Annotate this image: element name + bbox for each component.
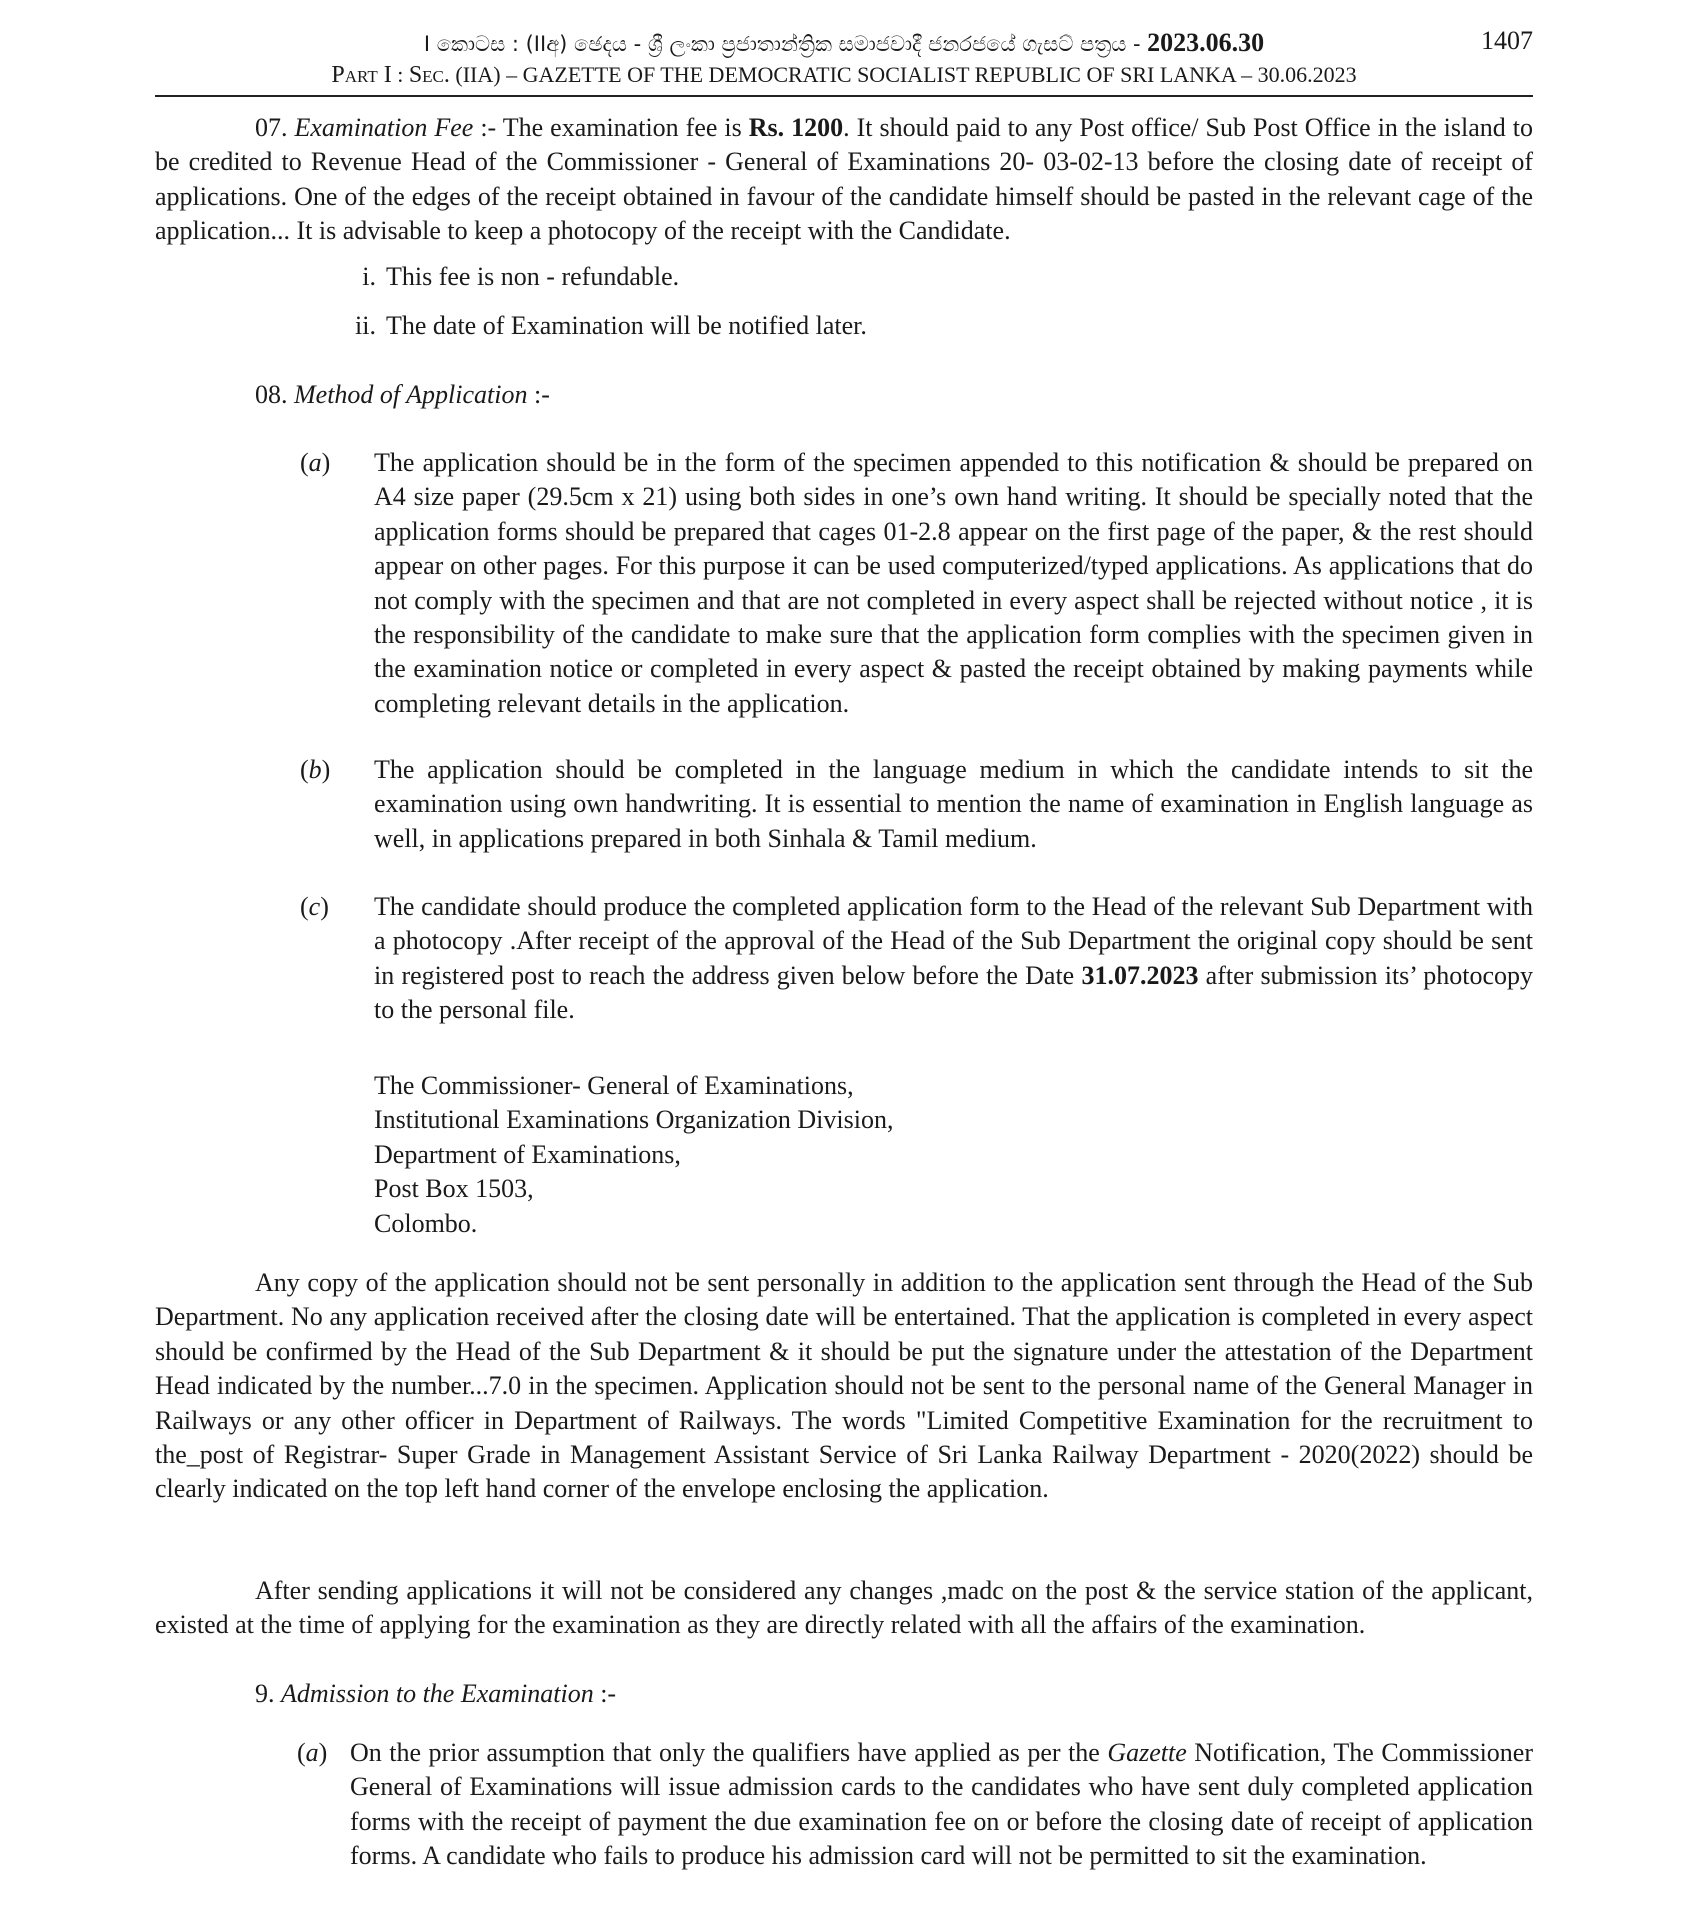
list-item (338, 260, 679, 294)
item-c-text-before: The candidate should produce the completed application form to the Head of the relevant Sub Department with a photocopy .After receipt of the approval of the Head of the Sub Department the original copy should be sent in registered post to reach the address given below before the Date (374, 892, 1533, 990)
section-09-number: 9. (255, 1679, 275, 1708)
sec09-item-a-gazette: Gazette (1107, 1738, 1187, 1767)
sec09-item-a-letter: a (305, 1738, 319, 1767)
header-sinhala-line (155, 26, 1533, 61)
header-part-label: Part I (331, 62, 392, 88)
sec09-item-a-label: (a) (297, 1738, 328, 1767)
address-line: Institutional Examinations Organization Division, (374, 1105, 894, 1135)
application-copy-paragraph: Any copy of the application should not be sent personally in addition to the application sent through the Head of the Sub Department. No any application received after the closing date will be entertained. That the application is completed in every aspect should be confirmed by the Head of the Sub Department & it should be put the signature under the attestation of the Department Head indicated by the number...7.0 in the specimen. Application should not be sent to the personal name of the General Manager in Railways or any other officer in Department of Railways. The words "Limited Competitive Examination for the recruitment to the_post of Registrar- Super Grade in Management Assistant Service of Sri Lanka Railway Department - 2020(2022) should be clearly indicated on the top left hand corner of the envelope enclosing the application. (155, 1268, 1533, 1504)
item-b-label: (b) (300, 755, 331, 784)
section-07-title: Examination Fee (294, 113, 474, 142)
item-a-text: The application should be in the form of the specimen appended to this notification & should be prepared on A4 size paper (29.5cm x 21) using both sides in one’s own hand writing. It should be specially noted that the application forms should be prepared that cages 01-2.8 appear on the first page of the paper, & the rest should appear on other pages. For this purpose it can be used computerized/typed applications. As applications that do not comply with the specimen and that are not completed in every aspect shall be rejected without notice , it is the responsibility of the candidate to make sure that the application form complies with the specimen given in the examination notice or completed in every aspect & pasted the receipt obtained by making payments while completing relevant details in the application. (374, 448, 1533, 718)
address-line: Post Box 1503, (374, 1174, 534, 1204)
section-07-lead: :- The examination fee is (480, 113, 742, 142)
header-sinhala-date: 2023.06.30 (1147, 28, 1265, 57)
list-item-text: This fee is non - refundable. (386, 262, 680, 291)
header-sinhala-text: I කොටස : (IIඅ) ඡෙදය - ශ්‍රී ලංකා ප්‍රජාතාන්ත්‍රික සමාජවාදී ජනරජයේ ගැසට් පත්‍රය - (423, 32, 1141, 56)
header-english-line (155, 61, 1533, 89)
address-line: Colombo. (374, 1208, 478, 1238)
section-07-fee: Rs. 1200 (748, 113, 844, 142)
section-07-body: . It should paid to any Post office/ Sub Post Office in the island to be credited to Revenue Head of the Commissioner - General of Examinations 20- 03-02-13 before the closing date of receipt of applications. One of the edges of the receipt obtained in favour of the candidate himself should be pasted in the relevant cage of the application... It is advisable to keep a photocopy of the receipt with the Candidate. (155, 113, 1533, 246)
section-08-suffix: :- (534, 380, 550, 409)
header-english-rest: (IIA) – GAZETTE OF THE DEMOCRATIC SOCIALIST REPUBLIC OF SRI LANKA – 30.06.2023 (455, 62, 1357, 87)
list-item-number: ii. (355, 311, 376, 340)
item-c-text (374, 890, 1533, 1028)
item-c-letter: c (308, 892, 321, 921)
item-c-date: 31.07.2023 (1081, 960, 1199, 990)
section-08-number: 08. (255, 380, 288, 409)
list-item-text: The date of Examination will be notified later. (386, 311, 867, 340)
item-a-letter: a (308, 448, 322, 477)
header-sec-label: Sec. (408, 62, 450, 88)
section-09-suffix: :- (600, 1679, 617, 1708)
section-07-paragraph (155, 111, 1533, 249)
item-a-label: (a) (300, 448, 331, 477)
item-c-text-after: after submission its’ photocopy to the personal file. (374, 960, 1534, 1025)
section-09-title: Admission to the Examination (281, 1679, 594, 1708)
sec09-item-a-text (350, 1736, 1533, 1874)
application-changes-paragraph: After sending applications it will not be considered any changes ,madc on the post & the service station of the applicant, existed at the time of applying for the examination as they are directly related with all the affairs of the examination. (155, 1576, 1533, 1640)
page-number: 1407 (1481, 26, 1533, 55)
page-header (155, 0, 1533, 100)
item-c-label: (c) (300, 892, 329, 921)
section-08-title: Method of Application (294, 380, 528, 409)
header-colon: : (397, 62, 409, 87)
address-line: Department of Examinations, (374, 1139, 681, 1169)
sec09-item-a-text-after: Notification, The Commissioner General of Examinations will issue admission cards to the candidates who have sent duly completed application forms with the receipt of payment the due examination fee on or before the closing date of receipt of application forms. A candidate who fails to produce his admission card will not be permitted to sit the examination. (350, 1738, 1534, 1871)
address-line: The Commissioner- General of Examinations, (374, 1071, 854, 1100)
section-07-number: 07. (255, 113, 288, 142)
section-09-heading (255, 1677, 616, 1711)
list-item (338, 309, 867, 343)
section-08-heading (255, 378, 550, 412)
sec09-item-a-text-before: On the prior assumption that only the qualifiers have applied as per the (350, 1738, 1100, 1767)
postal-address (374, 1069, 893, 1241)
header-rule (155, 95, 1533, 97)
list-item-number: i. (362, 262, 376, 291)
item-b-letter: b (308, 755, 322, 784)
item-b-text: The application should be completed in the language medium in which the candidate intends to sit the examination using own handwriting. It is essential to mention the name of examination in English language as well, in applications prepared in both Sinhala & Tamil medium. (374, 755, 1533, 853)
